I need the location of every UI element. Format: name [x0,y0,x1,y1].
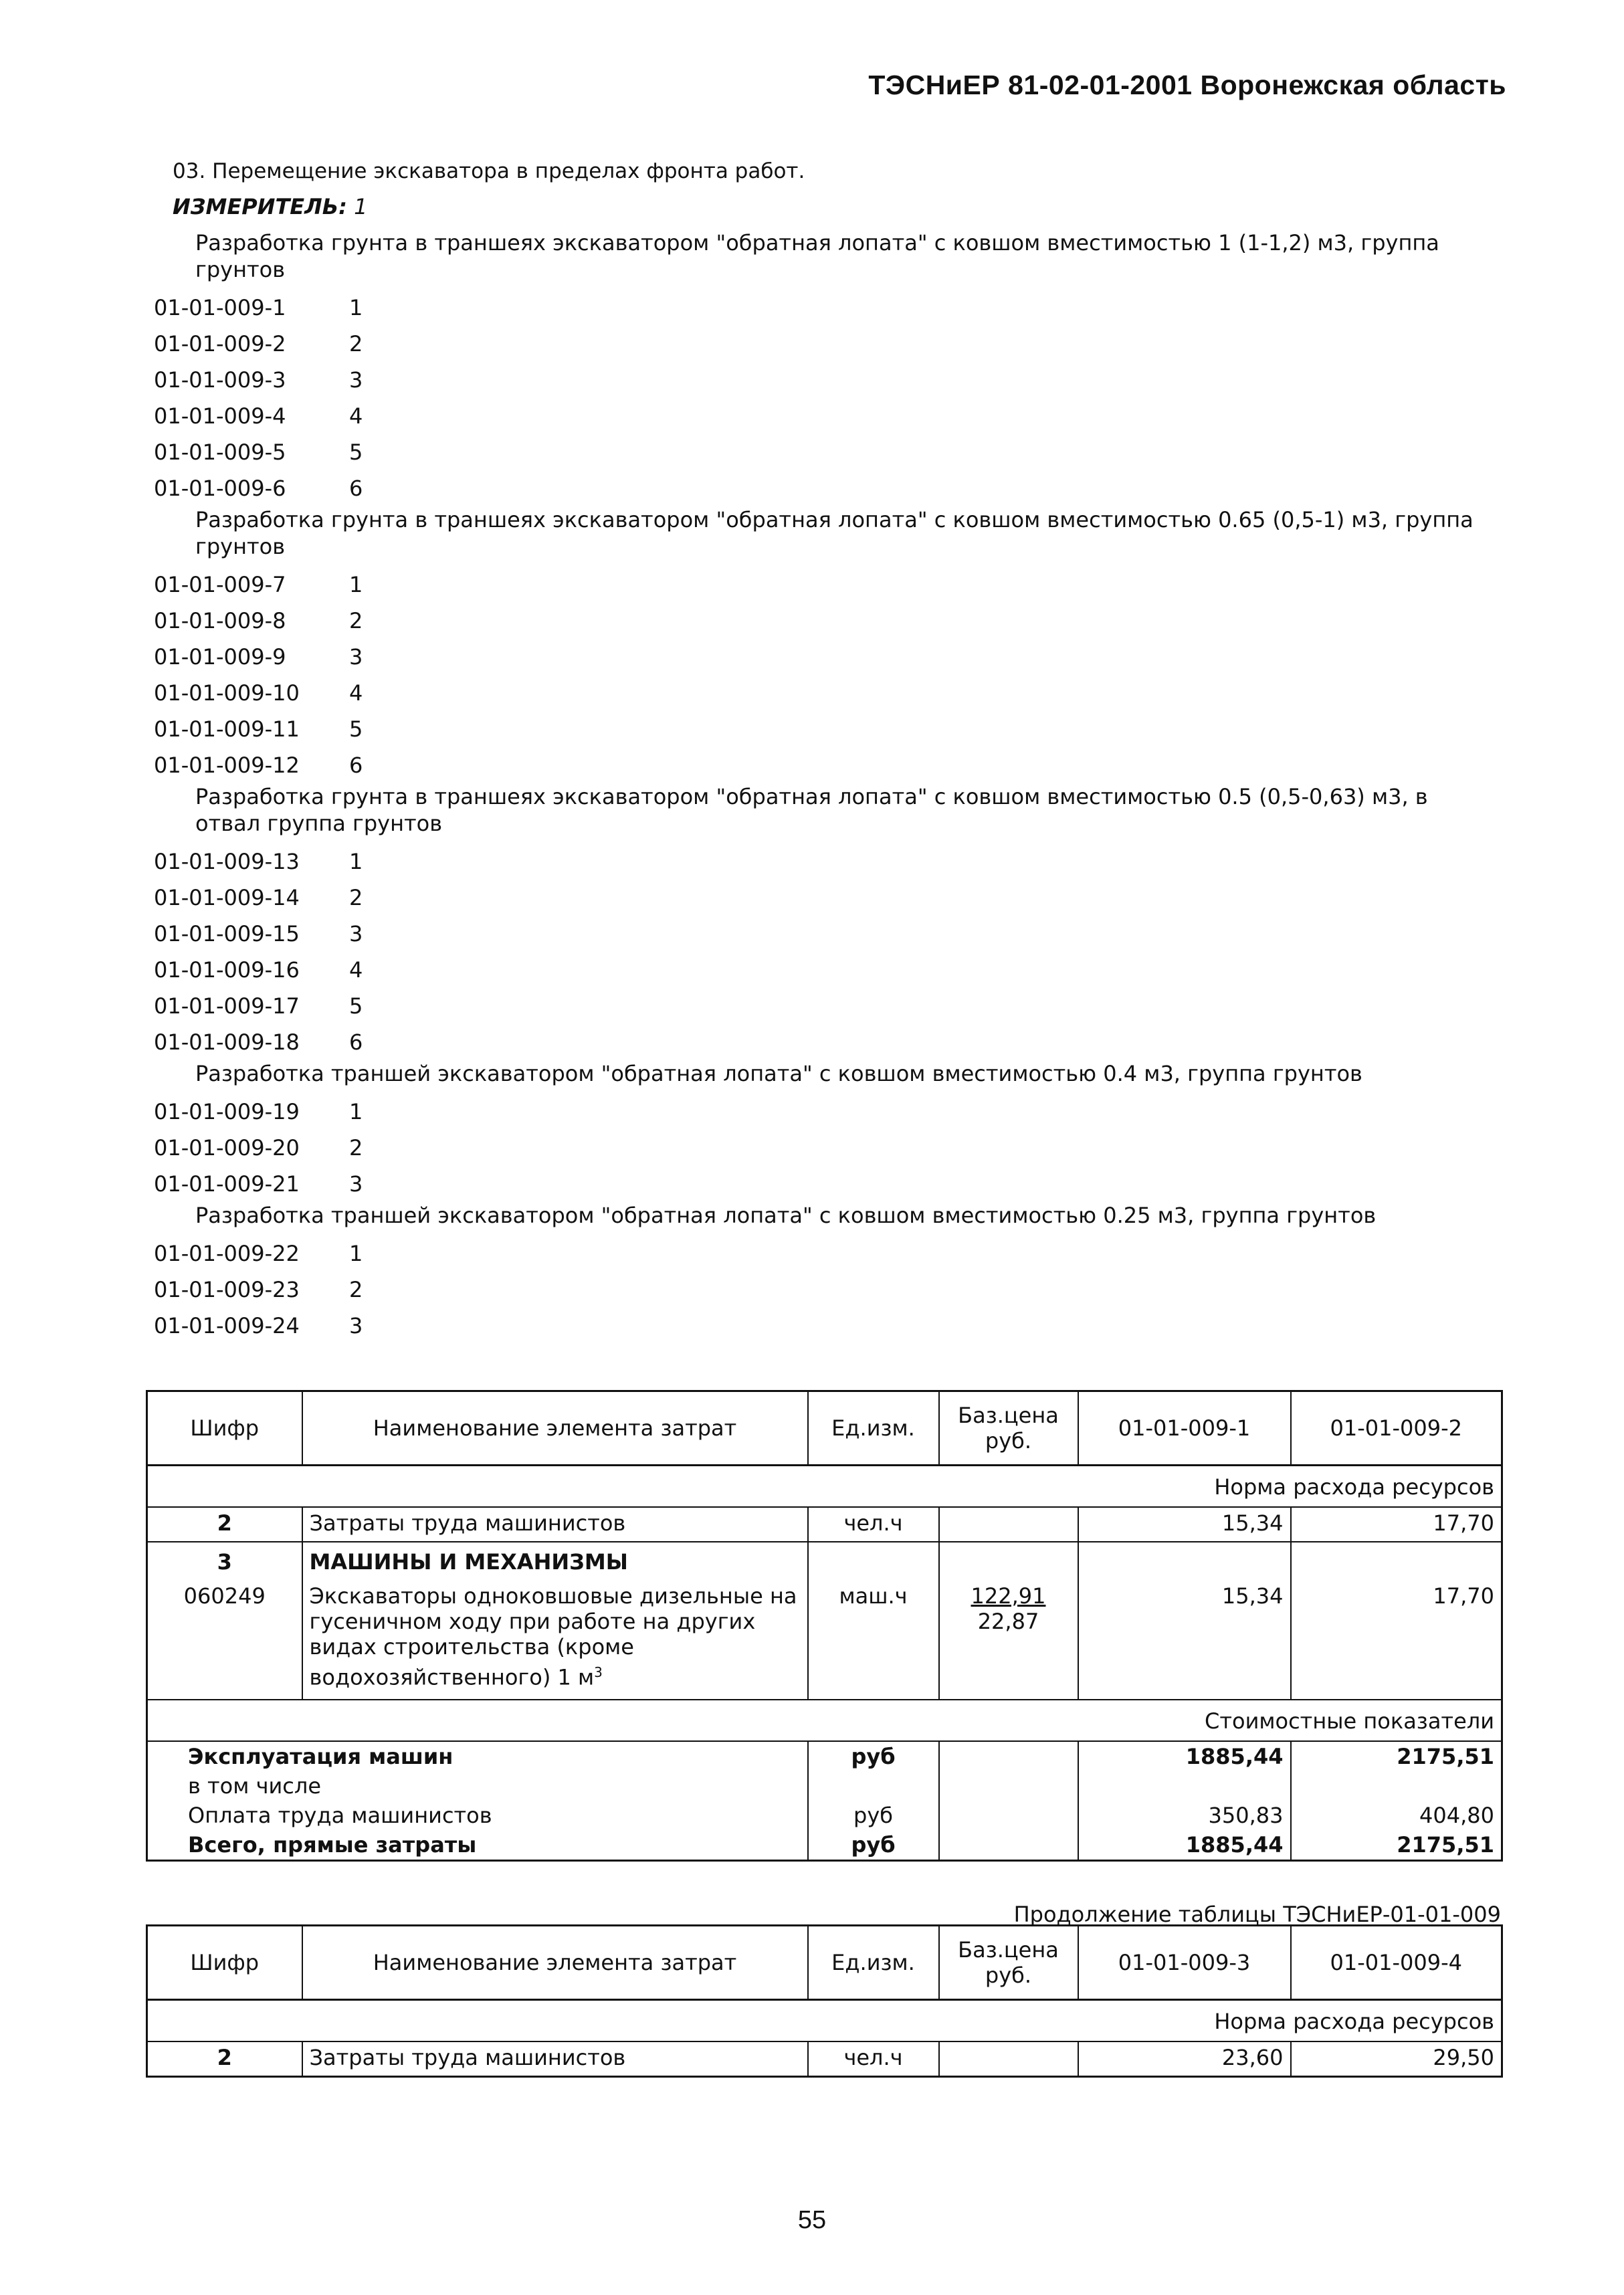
group-number: 6 [349,1029,363,1055]
code-id: 01-01-009-5 [154,439,286,465]
total-value-2: 404,80 [1291,1801,1502,1830]
code-row [154,1308,1498,1344]
code-row [154,916,1498,952]
header-unit: Ед.изм. [808,1391,939,1466]
total-name: Всего, прямые затраты [147,1830,808,1861]
table-row [147,1542,1502,1581]
norm-caption: Норма расхода ресурсов [147,2000,1502,2042]
row-name: Затраты труда машинистов [302,1507,808,1542]
total-unit [808,1771,939,1801]
header-price: Баз.цена руб. [939,1391,1078,1466]
group-title: Разработка траншей экскаватором "обратная лопата" с ковшом вместимостью 0.4 м3, группа грунтов [195,1061,1362,1086]
code-row [154,470,1498,506]
cost-caption-row [147,1700,1502,1741]
total-name: в том числе [147,1771,808,1801]
row-code: 060249 [147,1581,302,1700]
code-id: 01-01-009-1 [154,295,286,320]
table-row [147,1581,1502,1700]
group-number: 5 [349,993,363,1019]
header-code: Шифр [147,1926,302,2000]
code-row [154,362,1498,398]
total-price [939,1741,1078,1771]
total-value-1: 1885,44 [1078,1741,1291,1771]
totals-row [147,1741,1502,1771]
group-number: 5 [349,716,363,742]
code-row [154,880,1498,916]
total-value-1: 350,83 [1078,1801,1291,1830]
header-unit: Ед.изм. [808,1926,939,2000]
measure-value: 1 [354,194,368,219]
row-unit: чел.ч [808,1507,939,1542]
code-id: 01-01-009-24 [154,1313,300,1338]
group-number: 1 [349,295,363,320]
norm-caption: Норма расхода ресурсов [147,1466,1502,1508]
code-id: 01-01-009-17 [154,993,300,1019]
code-row [154,1024,1498,1060]
code-row [154,639,1498,675]
group-number: 3 [349,921,363,946]
code-list [154,229,1498,1344]
group-number: 4 [349,680,363,706]
code-row [154,843,1498,880]
group-number: 3 [349,1171,363,1197]
total-unit: руб [808,1830,939,1861]
code-row [154,1272,1498,1308]
table-row [147,2041,1502,2076]
totals-body [147,1741,1502,1861]
code-row [154,1130,1498,1166]
row-code: 3 [147,1542,302,1581]
group-title: Разработка грунта в траншеях экскаватором "обратная лопата" с ковшом вместимостью 0.65 (0,5-1) м3, группа грунтов [195,507,1474,559]
row-price [939,1507,1078,1542]
resource-table-2 [146,1924,1503,2078]
group-number: 1 [349,1099,363,1124]
code-row [154,988,1498,1024]
continuation-caption: Продолжение таблицы ТЭСНиЕР-01-01-009 [1013,1902,1501,1927]
code-row [154,747,1498,783]
total-value-1 [1078,1771,1291,1801]
group-title: Разработка грунта в траншеях экскаватором "обратная лопата" с ковшом вместимостью 1 (1-1,2) м3, группа грунтов [195,230,1439,282]
total-unit: руб [808,1801,939,1830]
header-name: Наименование элемента затрат [302,1926,808,2000]
total-name: Оплата труда машинистов [147,1801,808,1830]
row-value-2: 17,70 [1291,1507,1502,1542]
page-number: 55 [797,2206,827,2234]
group-number: 2 [349,885,363,910]
code-row [154,675,1498,711]
code-id: 01-01-009-15 [154,921,300,946]
code-id: 01-01-009-4 [154,403,286,429]
code-id: 01-01-009-14 [154,885,300,910]
header-col2: 01-01-009-4 [1291,1926,1502,2000]
code-id: 01-01-009-3 [154,367,286,393]
group-number: 1 [349,572,363,597]
total-name: Эксплуатация машин [147,1741,808,1771]
totals-row [147,1801,1502,1830]
total-price [939,1801,1078,1830]
code-id: 01-01-009-19 [154,1099,300,1124]
row-code: 2 [147,2041,302,2076]
table-row [147,1507,1502,1542]
header-price: Баз.цена руб. [939,1926,1078,2000]
row-value-1: 15,34 [1078,1507,1291,1542]
code-row [154,434,1498,470]
group-number: 6 [349,753,363,778]
group-number: 3 [349,1313,363,1338]
totals-row [147,1771,1502,1801]
group-number: 2 [349,331,363,357]
code-id: 01-01-009-22 [154,1241,300,1266]
group-number: 3 [349,644,363,670]
code-row [154,398,1498,434]
code-row [154,290,1498,326]
code-row [154,711,1498,747]
total-value-2: 2175,51 [1291,1741,1502,1771]
code-id: 01-01-009-18 [154,1029,300,1055]
total-value-1: 1885,44 [1078,1830,1291,1861]
header-col2: 01-01-009-2 [1291,1391,1502,1466]
norm-caption-row [147,1466,1502,1508]
row-price: 122,91 22,87 [939,1581,1078,1700]
code-id: 01-01-009-16 [154,957,300,983]
group-number: 6 [349,476,363,501]
code-row [154,1094,1498,1130]
code-id: 01-01-009-2 [154,331,286,357]
row-value-1: 23,60 [1078,2041,1291,2076]
code-id: 01-01-009-23 [154,1277,300,1302]
group-number: 5 [349,439,363,465]
group-title: Разработка грунта в траншеях экскаватором "обратная лопата" с ковшом вместимостью 0.5 (0,5-0,63) м3, в отвал группа грунтов [195,784,1428,836]
row-unit: маш.ч [808,1581,939,1700]
code-id: 01-01-009-20 [154,1135,300,1161]
row-name: Затраты труда машинистов [302,2041,808,2076]
document-header: ТЭСНиЕР 81-02-01-2001 Воронежская область [868,70,1506,100]
code-id: 01-01-009-21 [154,1171,300,1197]
code-id: 01-01-009-8 [154,608,286,633]
measure-label: ИЗМЕРИТЕЛЬ: [173,194,347,219]
section-line: 03. Перемещение экскаватора в пределах фронта работ. [173,159,805,183]
code-row [154,1235,1498,1272]
total-price [939,1830,1078,1861]
group-number: 4 [349,403,363,429]
group-number: 3 [349,367,363,393]
total-unit: руб [808,1741,939,1771]
code-row [154,567,1498,603]
group-number: 1 [349,1241,363,1266]
measure-line [173,194,367,219]
table-header-row [147,1926,1502,2000]
code-id: 01-01-009-9 [154,644,286,670]
row-name: МАШИНЫ И МЕХАНИЗМЫ [302,1542,808,1581]
group-title: Разработка траншей экскаватором "обратная лопата" с ковшом вместимостью 0.25 м3, группа грунтов [195,1203,1377,1228]
group-number: 1 [349,849,363,874]
row-unit: чел.ч [808,2041,939,2076]
total-value-2: 2175,51 [1291,1830,1502,1861]
code-id: 01-01-009-10 [154,680,300,706]
code-id: 01-01-009-11 [154,716,300,742]
norm-caption-row [147,2000,1502,2042]
total-price [939,1771,1078,1801]
totals-row [147,1830,1502,1861]
header-name: Наименование элемента затрат [302,1391,808,1466]
group-number: 4 [349,957,363,983]
row-value-2: 29,50 [1291,2041,1502,2076]
code-row [154,952,1498,988]
row-value-2: 17,70 [1291,1581,1502,1700]
resource-table-1 [146,1390,1503,1862]
cost-caption: Стоимостные показатели [147,1700,1502,1741]
group-number: 2 [349,1135,363,1161]
header-code: Шифр [147,1391,302,1466]
table-header-row [147,1391,1502,1466]
code-id: 01-01-009-7 [154,572,286,597]
row-code: 2 [147,1507,302,1542]
header-col1: 01-01-009-3 [1078,1926,1291,2000]
row-name: Экскаваторы одноковшовые дизельные на гусеничном ходу при работе на других видах строительства (кроме водохозяйственного) 1 $м^3$ [302,1581,808,1700]
code-row [154,326,1498,362]
code-id: 01-01-009-6 [154,476,286,501]
code-row [154,1166,1498,1202]
total-value-2 [1291,1771,1502,1801]
code-row [154,603,1498,639]
group-number: 2 [349,1277,363,1302]
group-number: 2 [349,608,363,633]
header-col1: 01-01-009-1 [1078,1391,1291,1466]
row-price [939,2041,1078,2076]
code-id: 01-01-009-13 [154,849,300,874]
code-id: 01-01-009-12 [154,753,300,778]
row-value-1: 15,34 [1078,1581,1291,1700]
